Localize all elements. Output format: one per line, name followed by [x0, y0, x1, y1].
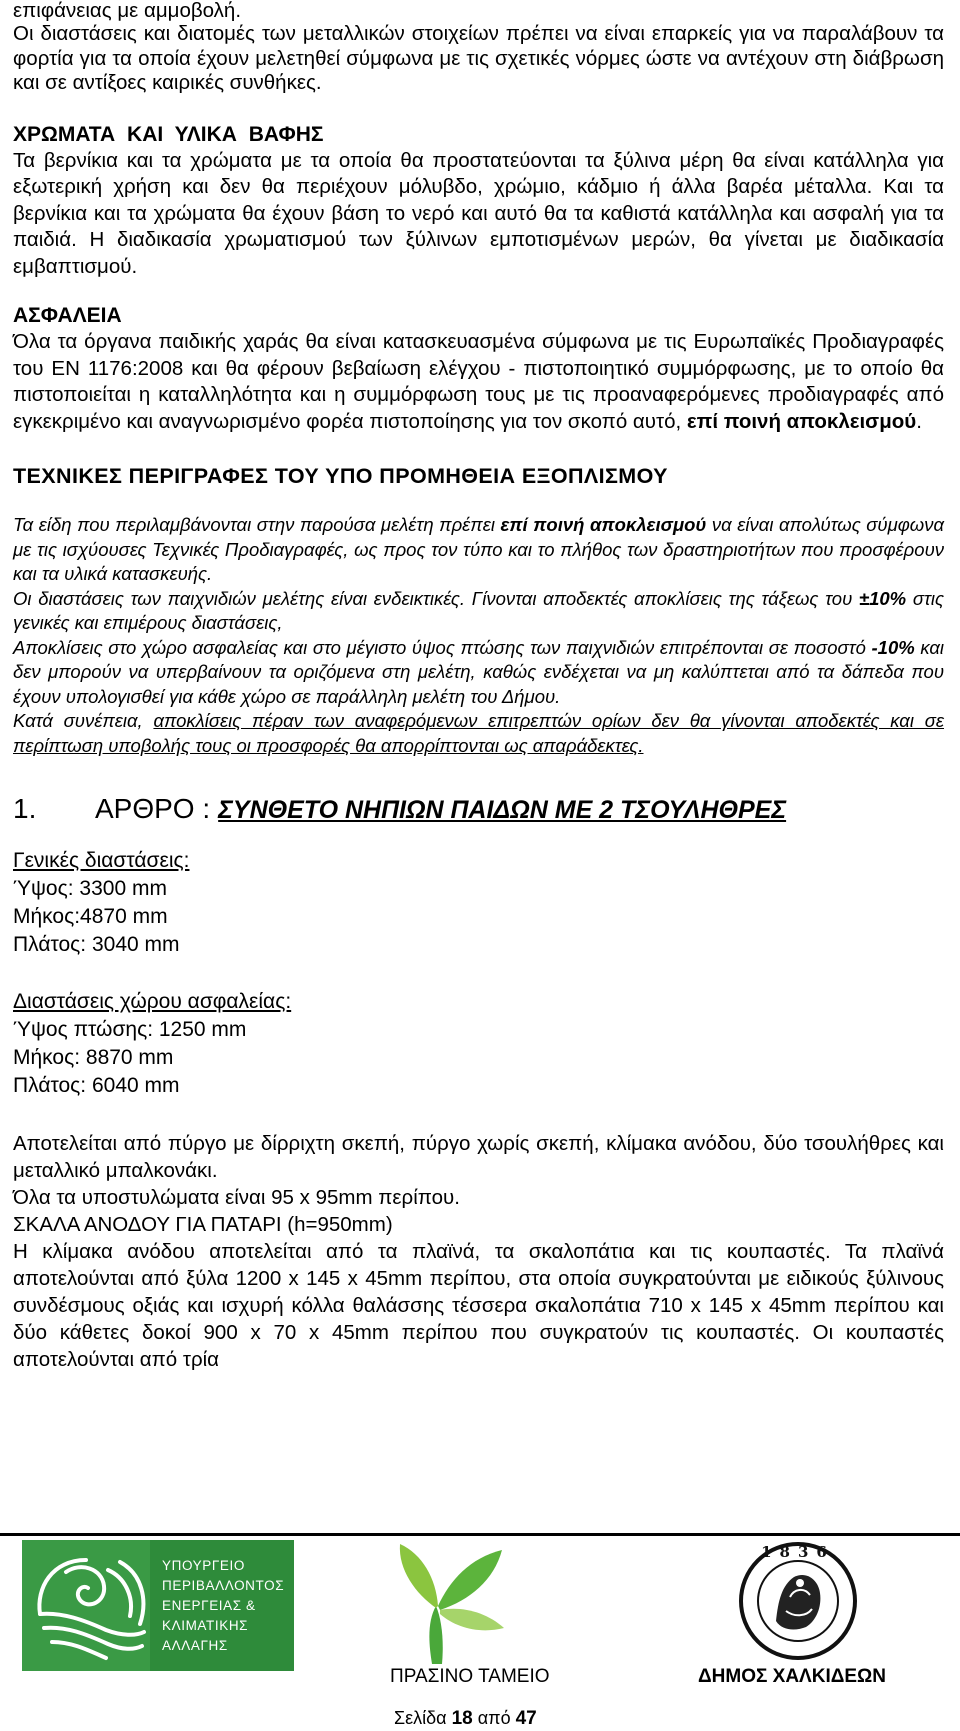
ministry-line-5: ΑΛΛΑΓΗΣ [162, 1638, 228, 1653]
page-current: 18 [451, 1708, 473, 1729]
tech-p4-a: Κατά συνέπεια, [13, 710, 143, 731]
tech-para-1 [13, 513, 944, 587]
safety-width: Πλάτος: 6040 mm [13, 1074, 180, 1097]
safety-dimensions-heading: Διαστάσεις χώρου ασφαλείας: [13, 990, 292, 1013]
safety-length: Μήκος: 8870 mm [13, 1046, 174, 1069]
colors-body: Τα βερνίκια και τα χρώματα με τα οποία θα προστατεύονται τα ξύλινα μέρη θα είναι κατάλληλα για εξωτερική χρήση και δεν θα περιέχουν μόλυβδο, χρώμιο, κάδμιο ή άλλα βαρέα μέταλλα. Και τα βερνίκια και τα χρώματα θα έχουν βάση το νερό και αυτό θα τα καθιστά κατάλληλα και ασφαλή για τα παιδιά. Η διαδικασία χρωματισμού των ξύλινων εμποτισμένων μερών, θα γίνεται με διαδικασία εμβαπτισμού. [13, 148, 944, 278]
page-number [394, 1707, 537, 1730]
municipality-seal [736, 1537, 861, 1662]
tech-p1-bold: επί ποινή αποκλεισμού [500, 514, 707, 535]
intro-line: επιφάνειας με αμμοβολή. [13, 0, 242, 22]
tech-para-4 [13, 709, 944, 758]
colors-heading: ΧΡΩΜΑΤΑ ΚΑΙ ΥΛΙΚΑ ΒΑΦΗΣ [13, 122, 324, 146]
safety-period: . [916, 409, 922, 433]
page-total: 47 [515, 1708, 537, 1729]
tech-p1-a: Τα είδη που περιλαμβάνονται στην παρούσα μελέτη πρέπει [13, 514, 495, 535]
general-width: Πλάτος: 3040 mm [13, 933, 180, 956]
ministry-line-4: ΚΛΙΜΑΤΙΚΗΣ [162, 1618, 249, 1633]
ministry-line-2: ΠΕΡΙΒΑΛΛΟΝΤΟΣ [162, 1578, 285, 1593]
tech-p4-underlined: αποκλίσεις πέραν των αναφερόμενων επιτρεπτών ορίων δεν θα γίνονται αποδεκτές και σε περίπτωση υποβολής τους οι προσφορές θα απορρίπτονται ως απαράδεκτες. [13, 710, 945, 756]
green-fund-logo [370, 1536, 530, 1666]
page-prefix: Σελίδα [394, 1708, 447, 1728]
general-dimensions-heading: Γενικές διαστάσεις: [13, 849, 190, 872]
tech-p2-bold: ±10% [858, 587, 907, 609]
tech-p3-bold: -10% [871, 636, 915, 658]
article-description: Αποτελείται από πύργο με δίρριχτη σκεπή, πύργο χωρίς σκεπή, κλίμακα ανόδου, δύο τσουλήθρες και μεταλλικό μπαλκονάκι. [13, 1132, 944, 1182]
green-fund-tree-icon [370, 1536, 530, 1666]
safety-fall-height: Ύψος πτώσης: 1250 mm [13, 1018, 247, 1041]
ministry-logo [22, 1540, 294, 1671]
safety-exclusion-bold: επί ποινή αποκλεισμού [686, 409, 917, 433]
municipality-caption: ΔΗΜΟΣ ΧΑΛΚΙΔΕΩΝ [698, 1666, 887, 1687]
general-height: Ύψος: 3300 mm [13, 877, 167, 900]
ladder-body: Η κλίμακα ανόδου αποτελείται από τα πλαϊνά, τα σκαλοπάτια και τις κουπαστές. Τα πλαϊνά αποτελούνται από ξύλα 1200 x 145 x 45mm περίπου, στα οποία συγκρατούνται με ειδικούς ξύλινους συνδέσμους οξιάς και ισχυρή κόλλα θαλάσσης τέσσερα σκαλοπάτια 710 x 145 x 45mm περίπου και δύο κάθετες δοκοί 900 x 70 x 45mm περίπου που συγκρατούν τις κουπαστές. Οι κουπαστές αποτελούνται από τρία [13, 1240, 944, 1371]
seal-year: 1836 [761, 1543, 835, 1561]
safety-body-text: Όλα τα όργανα παιδικής χαράς θα είναι κατασκευασμένα σύμφωνα με τις Ευρωπαϊκές Προδιαγραφές του EN 1176:2008 και θα φέρουν βεβαίωση ελέγχου - πιστοποιητικό συμμόρφωσης, με το οποίο θα πιστοποιείται η καταλληλότητα και η συμμόρφωση τους με τις προαναφερόμενες προδιαγραφές από εγκεκριμένο και αναγνωρισμένο φορέα πιστοποίησης για τον σκοπό αυτό, [13, 330, 944, 433]
safety-dimensions [13, 988, 944, 1100]
tech-p2-b: στις γενικές και επιμέρους διαστάσεις, [13, 587, 945, 633]
article-number: 1. [13, 793, 37, 824]
green-fund-caption: ΠΡΑΣΙΝΟ ΤΑΜΕΙΟ [390, 1666, 550, 1687]
safety-body [13, 329, 944, 435]
article-label: ΑΡΘΡΟ : [95, 793, 211, 824]
ladder-heading: ΣΚΑΛΑ ΑΝΟΔΟΥ ΓΙΑ ΠΑΤΑΡΙ (h=950mm) [13, 1213, 393, 1236]
article-title [13, 792, 944, 827]
tech-p3-b: και δεν μπορούν να υπερβαίνουν τα οριζόμενα στη μελέτη, καθώς ενδέχεται να μη καλύπτεται από τα δάπεδα που έχουν υπολογισθεί για κάθε χώρο σε παράλληλη μελέτη του Δήμου. [13, 636, 945, 707]
tech-heading: ΤΕΧΝΙΚΕΣ ΠΕΡΙΓΡΑΦΕΣ ΤΟΥ ΥΠΟ ΠΡΟΜΗΘΕΙΑ ΕΞΟΠΛΙΣΜΟΥ [13, 464, 668, 488]
safety-heading: ΑΣΦΑΛΕΙΑ [13, 304, 122, 327]
general-length: Μήκος:4870 mm [13, 905, 168, 928]
ministry-line-3: ΕΝΕΡΓΕΙΑΣ & [162, 1598, 256, 1613]
intro-paragraph: Οι διαστάσεις και διατομές των μεταλλικών στοιχείων πρέπει να είναι επαρκείς για να παραλάβουν τα φορτία για τα οποία έχουν μελετηθεί σύμφωνα με τις σχετικές νόρμες ώστε να αντέχουν στη διάβρωση και σε αντίξοες καιρικές συνθήκες. [13, 22, 944, 94]
municipality-seal-icon [736, 1537, 861, 1662]
tech-para-2 [13, 587, 944, 636]
article-subject: ΣΥΝΘΕΤΟ ΝΗΠΙΩΝ ΠΑΙΔΩΝ ΜΕ 2 ΤΣΟΥΛΗΘΡΕΣ [218, 796, 787, 824]
tech-para-3 [13, 636, 944, 710]
tech-p1-b: να είναι απολύτως σύμφωνα με τις ισχύουσες Τεχνικές Προδιαγραφές, ως προς τον τύπο και το πλήθος των δραστηριοτήτων που προσφέρουν και τα υλικά κατασκευής. [13, 514, 945, 584]
page-of: από [477, 1708, 511, 1728]
posts-description: Όλα τα υποστυλώματα είναι 95 x 95mm περίπου. [13, 1186, 460, 1209]
tech-p2-a: Οι διαστάσεις των παιχνιδιών μελέτης είναι ενδεικτικές. Γίνονται αποδεκτές αποκλίσεις της τάξεως του [13, 587, 853, 609]
tech-p3-a: Αποκλίσεις στο χώρο ασφαλείας και στο μέγιστο ύψος πτώσης των παιχνιδιών επιτρέπονται σε ποσοστό [13, 636, 866, 658]
ministry-emblem [22, 1540, 294, 1671]
general-dimensions [13, 847, 944, 959]
document-page [13, 0, 944, 1373]
ministry-line-1: ΥΠΟΥΡΓΕΙΟ [162, 1558, 245, 1573]
